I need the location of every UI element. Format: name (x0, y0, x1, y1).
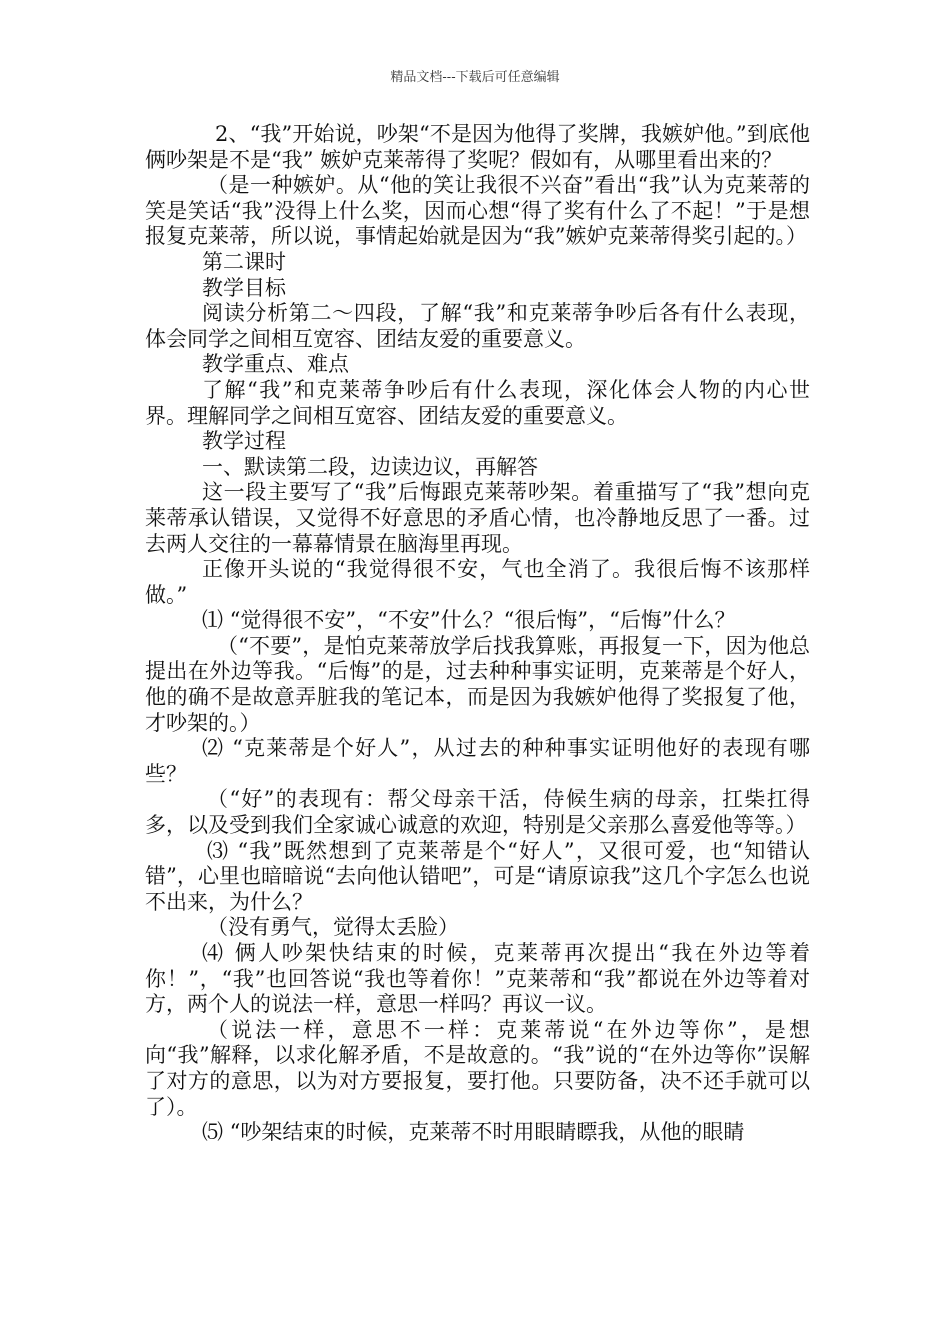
paragraph: ⑸ “吵架结束的时候，克莱蒂不时用眼睛瞟我，从他的眼睛 (202, 1120, 745, 1145)
paragraph: 阅读分析第二～四段，了解“我”和克莱蒂争吵后各有什么表现，体会同学之间相互宽容、团结友爱的重要意义。 (145, 301, 810, 351)
paragraph: （说法一样，意思不一样：克莱蒂说“在外边等你”，是想向“我”解释，以求化解矛盾，不是故意的。“我”说的“在外边等你”误解了对方的意思，以为对方要报复，要打他。只要防备，决不还手就可以了）。 (145, 1017, 810, 1119)
paragraph: （没有勇气，觉得太丢脸） (207, 915, 459, 940)
paragraph: 2、“我”开始说，吵架“不是因为他得了奖牌，我嫉妒他。”到底他俩吵架是不是“我” 嫉妒克莱蒂得了奖呢？假如有，从哪里看出来的？ (145, 122, 810, 172)
paragraph: ⑵ “克莱蒂是个好人”，从过去的种种事实证明他好的表现有哪些？ (145, 736, 810, 786)
paragraph: 第二课时 (202, 249, 286, 274)
paragraph: ⑴ “觉得很不安”，“不安”什么？“很后悔”，“后悔”什么？ (202, 608, 736, 633)
paragraph: （是一种嫉妒。从“他的笑让我很不兴奋”看出“我”认为克莱蒂的笑是笑话“我”没得上什么奖，因而心想“得了奖有什么了不起！”于是想报复克莱蒂，所以说，事情起始就是因为“我”嫉妒克莱蒂得奖引起的。） (145, 173, 810, 249)
paragraph: （“好”的表现有：帮父母亲干活，侍候生病的母亲，扛柴扛得多，以及受到我们全家诚心诚意的欢迎，特别是父亲那么喜爱他等等。） (145, 787, 810, 838)
document-body (145, 122, 810, 1146)
paragraph: （“不要”，是怕克莱蒂放学后找我算账，再报复一下，因为他总提出在外边等我。“后悔”的是，过去种种事实证明，克莱蒂是个好人，他的确不是故意弄脏我的笔记本，而是因为我嫉妒他得了奖报复了他，才吵架的。） (145, 633, 810, 735)
paragraph: 正像开头说的“我觉得很不安，气也全消了。我很后悔不该那样做。” (145, 557, 810, 607)
paragraph: 了解“我”和克莱蒂争吵后有什么表现，深化体会人物的内心世界。理解同学之间相互宽容、团结友爱的重要意义。 (145, 377, 810, 428)
paragraph: 教学过程 (202, 429, 286, 454)
paragraph: 教学目标 (202, 275, 286, 300)
paragraph: ⑶ “我”既然想到了克莱蒂是个“好人”，又很可爱，也“知错认错”，心里也暗暗说“去向他认错吧”，可是“请原谅我”这几个字怎么也说不出来，为什么？ (145, 838, 810, 914)
paragraph: 这一段主要写了“我”后悔跟克莱蒂吵架。着重描写了“我”想向克莱蒂承认错误，又觉得不好意思的矛盾心情，也冷静地反思了一番。过去两人交往的一幕幕情景在脑海里再现。 (145, 480, 810, 556)
page-header: 精品文档---下载后可任意编辑 (390, 70, 560, 85)
paragraph: ⑷ 俩人吵架快结束的时候，克莱蒂再次提出“我在外边等着你！”，“我”也回答说“我也等着你！”克莱蒂和“我”都说在外边等着对方，两个人的说法一样，意思一样吗？再议一议。 (145, 941, 810, 1017)
paragraph: 教学重点、难点 (202, 352, 349, 377)
paragraph: 一、默读第二段，边读边议，再解答 (202, 454, 538, 479)
